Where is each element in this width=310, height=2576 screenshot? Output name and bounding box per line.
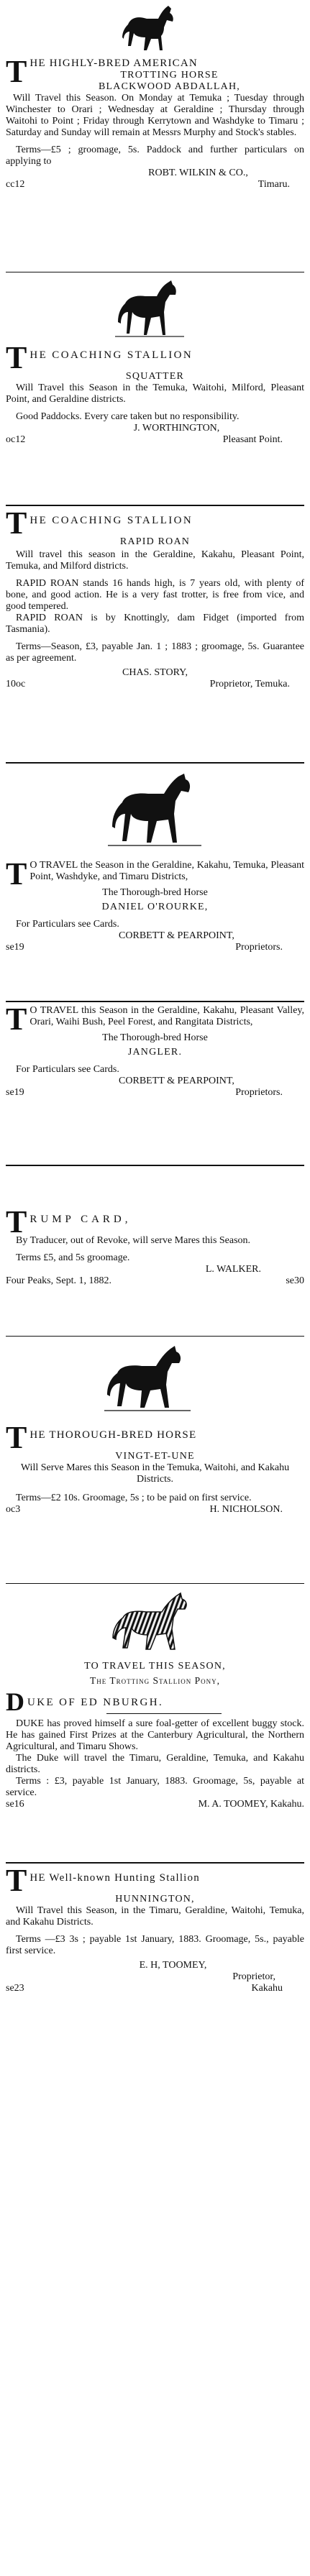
ad-code: oc12: [6, 434, 26, 445]
ad-place: Proprietor, Temuka.: [209, 679, 290, 689]
advertiser: ROBT. WILKIN & CO.,: [148, 168, 248, 178]
ad-body: Will Travel this Season. On Monday at Temuka ; Tuesday through Winchester to Orari ; Wednesday at Geraldine ; Thursday through Waitohi to Point ; Friday through Kerrytown and Washdyke to Timaru ; Saturday and Sunday will remain at Messrs Murphy and Stock's stables.: [6, 93, 304, 138]
ad-body: Will travel this season in the Geraldine, Kakahu, Pleasant Point, Temuka, and Milford districts.: [6, 549, 304, 572]
ad-body: The Duke will travel the Timaru, Geraldine, Temuka, and Kakahu districts.: [6, 1752, 304, 1775]
horse-name: SQUATTER: [125, 371, 185, 382]
ad-heading: HE Well-known Hunting Stallion: [29, 1872, 200, 1884]
advertiser: E. H, TOOMEY,: [139, 1960, 207, 1971]
horse-icon: [115, 279, 184, 339]
ad-body: O TRAVEL this Season in the Geraldine, Kakahu, Pleasant Valley, Orari, Waihi Bush, Peel Forest, and Rangitata Districts,: [29, 1005, 304, 1027]
ad-place: Kakahu: [251, 1983, 283, 1994]
ad-heading: HE HIGHLY-BRED AMERICAN: [29, 58, 198, 69]
ad-body: RAPID ROAN stands 16 hands high, is 7 years old, with plenty of bone, and good action. He is a very fast trotter, is free from vice, and good tempered.: [6, 578, 304, 612]
ad-code: cc12: [6, 179, 25, 190]
ad-hunnington: [6, 1863, 304, 1994]
horse-name: DANIEL O'ROURKE,: [101, 902, 209, 912]
ad-heading: RUMP CARD,: [29, 1214, 132, 1225]
ad-body: By Traducer, out of Revoke, will serve Mares this Season.: [16, 1235, 251, 1246]
ad-squatter: [6, 340, 304, 446]
advertiser: CORBETT & PEARPOINT,: [119, 1076, 234, 1086]
ad-body: Will Travel this Season, in the Timaru, Geraldine, Waitohi, Temuka, and Kakahu Districts.: [6, 1905, 304, 1928]
ad-blackwood-abdallah: [6, 54, 304, 191]
ad-note: Good Paddocks. Every care taken but no responsibility.: [16, 411, 240, 422]
horse-name: BLACKWOOD ABDALLAH,: [98, 81, 240, 92]
divider: [6, 1862, 304, 1864]
ad-duke-of-edinburgh: [6, 1661, 304, 1810]
horse-icon: [104, 1344, 191, 1413]
horse-icon: [108, 771, 201, 850]
divider: [106, 1713, 222, 1714]
ad-code: se19: [6, 942, 24, 953]
horse-name: RAPID ROAN: [119, 536, 191, 547]
advertiser: J. WORTHINGTON,: [133, 423, 220, 434]
ad-body: Will Travel this Season in the Temuka, Waitohi, Milford, Pleasant Point, and Geraldine districts.: [6, 382, 304, 405]
ad-trump-card: [6, 1204, 304, 1287]
drop-cap: T: [6, 1204, 27, 1239]
ad-subheading: TROTTING HORSE: [120, 70, 219, 81]
advertiser: L. WALKER.: [205, 1264, 261, 1275]
advertiser: M. A. TOOMEY, Kakahu.: [198, 1798, 304, 1810]
divider: [6, 1001, 304, 1002]
ad-role: Proprietor,: [232, 1971, 275, 1982]
ad-place: Proprietors.: [235, 942, 283, 953]
ad-heading: HE COACHING STALLION: [29, 515, 193, 526]
ad-heading: HE COACHING STALLION: [29, 349, 193, 361]
ad-subheading: The Thorough-bred Horse: [102, 1032, 208, 1043]
divider: [6, 505, 304, 506]
ad-particulars: For Particulars see Cards.: [16, 919, 119, 930]
divider: [6, 1336, 304, 1337]
ad-place: Proprietors.: [235, 1087, 283, 1098]
ad-body: O TRAVEL the Season in the Geraldine, Kakahu, Temuka, Pleasant Point, Washdyke, and Timaru Districts,: [29, 860, 304, 882]
ad-rapid-roan: [6, 505, 304, 690]
divider: [6, 1165, 304, 1166]
ad-code: oc3: [6, 1504, 21, 1515]
ad-code: se16: [6, 1798, 24, 1810]
ad-daniel-orourke: [6, 856, 304, 953]
ad-code: se23: [6, 1983, 24, 1994]
drop-cap: T: [6, 1001, 27, 1037]
ad-title: TO TRAVEL THIS SEASON,: [84, 1661, 226, 1672]
drop-cap: T: [6, 340, 27, 375]
advertiser: H. NICHOLSON.: [209, 1504, 283, 1515]
ad-terms: Terms—£2 10s. Groomage, 5s ; to be paid on first service.: [16, 1493, 252, 1503]
ad-body: DUKE has proved himself a sure foal-getter of excellent buggy stock. He has gained First Prizes at the Canterbury Agricultural, the Northern Agricultural, and Timaru Shows.: [6, 1718, 304, 1752]
ad-jangler: [6, 1001, 304, 1099]
horse-name: HUNNINGTON,: [115, 1894, 195, 1905]
divider: [6, 762, 304, 764]
ad-heading: HE THOROUGH-BRED HORSE: [29, 1429, 197, 1441]
ad-terms: Terms—£5 ; groomage, 5s. Paddock and further particulars on applying to: [6, 145, 304, 167]
ad-code: se30: [286, 1275, 304, 1286]
zebra-horse-icon: [111, 1592, 198, 1654]
ad-body: RAPID ROAN is by Knottingly, dam Fidget (imported from Tasmania).: [6, 613, 304, 635]
ad-terms: Terms—Season, £3, payable Jan. 1 ; 1883 ; groomage, 5s. Guarantee as per agreement.: [6, 641, 304, 664]
drop-cap: D: [6, 1687, 24, 1716]
horse-name: VINGT-ET-UNE: [115, 1451, 195, 1462]
horse-name: UKE OF ED NBURGH.: [27, 1696, 164, 1708]
drop-cap: T: [6, 1863, 27, 1898]
ad-place: Timaru.: [257, 179, 290, 190]
ad-place: Pleasant Point.: [222, 434, 283, 445]
advertiser: CORBETT & PEARPOINT,: [119, 930, 234, 941]
drop-cap: T: [6, 54, 27, 89]
ad-subheading: The Trotting Stallion Pony,: [89, 1675, 221, 1686]
ad-terms: Terms : £3, payable 1st January, 1883. Groomage, 5s, payable at service.: [6, 1775, 304, 1798]
ad-code: se19: [6, 1087, 24, 1098]
ad-particulars: For Particulars see Cards.: [16, 1064, 119, 1075]
drop-cap: T: [6, 505, 27, 541]
horse-icon: [122, 3, 178, 55]
ad-terms: Terms £5, and 5s groomage.: [16, 1252, 130, 1263]
horse-name: JANGLER.: [127, 1047, 183, 1058]
drop-cap: T: [6, 856, 27, 891]
ad-vingt-et-une: [6, 1420, 304, 1516]
ad-code: 10oc: [6, 679, 26, 689]
ad-dateline: Four Peaks, Sept. 1, 1882.: [6, 1275, 111, 1286]
divider: [6, 1583, 304, 1584]
drop-cap: T: [6, 1420, 27, 1455]
advertiser: CHAS. STORY,: [122, 667, 188, 678]
ad-body: Will Serve Mares this Season in the Temuka, Waitohi, and Kakahu Districts.: [20, 1462, 290, 1485]
ad-terms: Terms —£3 3s ; payable 1st January, 1883. Groomage, 5s., payable first service.: [6, 1934, 304, 1956]
ad-subheading: The Thorough-bred Horse: [102, 887, 208, 898]
